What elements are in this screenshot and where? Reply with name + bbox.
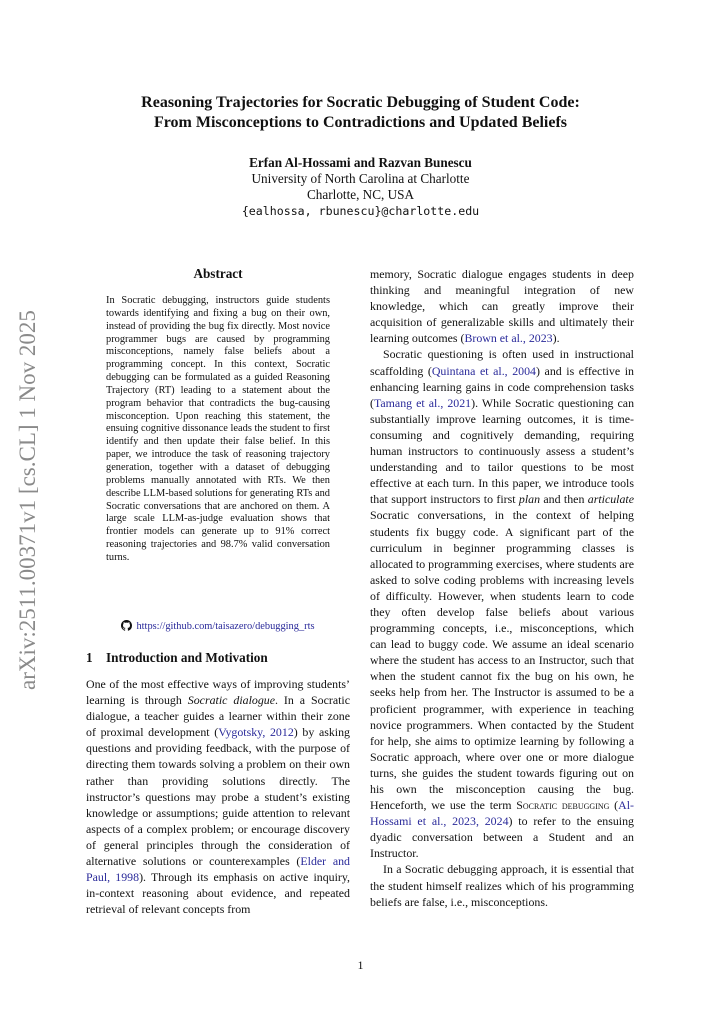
- citation-vygotsky[interactable]: Vygotsky, 2012: [218, 725, 294, 740]
- arxiv-identifier: arXiv:2511.00371v1 [cs.CL] 1 Nov 2025: [15, 310, 40, 690]
- citation-al-hossami[interactable]: Al-Hossami et al., 2023, 2024: [370, 798, 634, 829]
- emphasis-socratic-dialogue: Socratic dialogue: [187, 693, 275, 708]
- left-column-body: [86, 676, 350, 917]
- author-location: Charlotte, NC, USA: [307, 187, 414, 202]
- github-icon: [121, 620, 132, 631]
- section-number: 1: [86, 650, 93, 665]
- repository-url[interactable]: https://github.com/taisazero/debugging_rts: [136, 621, 315, 632]
- intro-paragraph-1: One of the most effective ways of improving students’ learning is through Socratic dialogue. In a Socratic dialogue, a teacher guides a learner within their zone of proximal development (Vygotsky, 2012) by asking questions and providing feedback, with the purpose of directing them towards solving a problem on their own rather than providing solutions directly. The instructor’s questions may probe a student’s existing knowledge or assumptions; guide attention to relevant aspects of a complex problem; or encourage discovery of general principles through the consideration of alternative solutions or counterexamples (Elder and Paul, 1998). Through its emphasis on active inquiry, in-context reasoning about evidence, and repeated retrieval of relevant concepts from: [86, 677, 350, 917]
- paper-title: [80, 93, 641, 133]
- author-names: Erfan Al-Hossami and Razvan Bunescu: [249, 155, 472, 170]
- intro-paragraph-2: Socratic questioning is often used in instructional scaffolding (Quintana et al., 2004) and is effective in enhancing learning gains in code comprehension tasks (Tamang et al., 2021). While Socratic questioning can substantially improve learning outcomes, it is time-consuming and cognitively demanding, requiring human instructors to continuously assess a student’s understanding and to tailor questions to be most effective at each turn. In this paper, we introduce tools that support instructors to first plan and then articulate Socratic conversations, in the context of helping students fix buggy code. A significant part of the curriculum in beginner programming classes is allocated to programming exercises, where students are asked to solve coding problems with increasing levels of difficulty. However, when students learn to code they often develop false beliefs about various programming concepts, i.e., misconceptions, which can lead to buggy code. We assume an ideal scenario where the student has access to an Instructor, such that when the student cannot fix the bug on his own, he seeks help from her. The Instructor is assumed to be a proficient programmer, with experience in teaching novice programmers. When contacted by the Student for help, she aims to optimize learning by following a Socratic approach, where over one or more dialogue turns, she guides the student towards figuring out on his own the misconception causing the bug. Henceforth, we use the term Socratic debugging (Al-Hossami et al., 2023, 2024) to refer to the ensuing dyadic conversation between a Student and an Instructor.: [370, 347, 635, 861]
- section-heading: [86, 650, 350, 666]
- author-emails: {ealhossa, rbunescu}@charlotte.edu: [241, 204, 480, 218]
- author-affiliation: University of North Carolina at Charlotte: [251, 171, 470, 186]
- paper-title-line-2: From Misconceptions to Contradictions and Updated Beliefs: [153, 114, 568, 131]
- abstract-body: [106, 295, 330, 565]
- intro-paragraph-1-continued: memory, Socratic dialogue engages students in deep thinking and meaningful integration of new knowledge, which can greatly improve their acquisition of generalizable skills and ultimately their learning outcomes (Brown et al., 2023).: [370, 267, 634, 346]
- emphasis-articulate: articulate: [587, 492, 634, 507]
- citation-quintana[interactable]: Quintana et al., 2004: [431, 363, 537, 378]
- section-title: Introduction and Motivation: [106, 650, 268, 665]
- abstract-heading: Abstract: [193, 266, 243, 281]
- emphasis-plan: plan: [518, 492, 541, 507]
- right-column-body: [370, 266, 634, 910]
- repository-link[interactable]: [106, 620, 330, 634]
- paper-title-line-1: Reasoning Trajectories for Socratic Debugging of Student Code:: [141, 94, 580, 111]
- page-number: 1: [357, 958, 364, 972]
- citation-elder-paul[interactable]: Elder and Paul, 1998: [86, 854, 350, 885]
- intro-paragraph-3: In a Socratic debugging approach, it is essential that the student himself realizes which of his programming beliefs are false, i.e., misconceptions.: [370, 862, 634, 909]
- citation-brown[interactable]: Brown et al., 2023: [464, 331, 553, 346]
- author-block: [80, 155, 641, 219]
- abstract-text: In Socratic debugging, instructors guide students towards identifying and fixing a bug on their own, instead of providing the bug fix directly. Most novice programmer bugs are caused by programming misconceptions, namely false beliefs about a programming concept. In this context, Socratic debugging can be formulated as a guided Reasoning Trajectory (RT) leading to a statement about the program behavior that contradicts the bug-causing misconception. Upon reaching this statement, the ensuing cognitive dissonance leads the student to first identify and then update their false belief. In this paper, we introduce the task of reasoning trajectory generation, together with a dataset of debugging problems manually annotated with RTs. We then describe LLM-based solutions for generating RTs and Socratic conversations that are anchored on them. A large scale LLM-as-judge evaluation shows that frontier models can generate up to 91% correct reasoning trajectories and 98.7% valid conversation turns.: [106, 295, 330, 563]
- term-socratic-debugging: Socratic debugging: [516, 798, 610, 813]
- citation-tamang[interactable]: Tamang et al., 2021: [373, 395, 472, 410]
